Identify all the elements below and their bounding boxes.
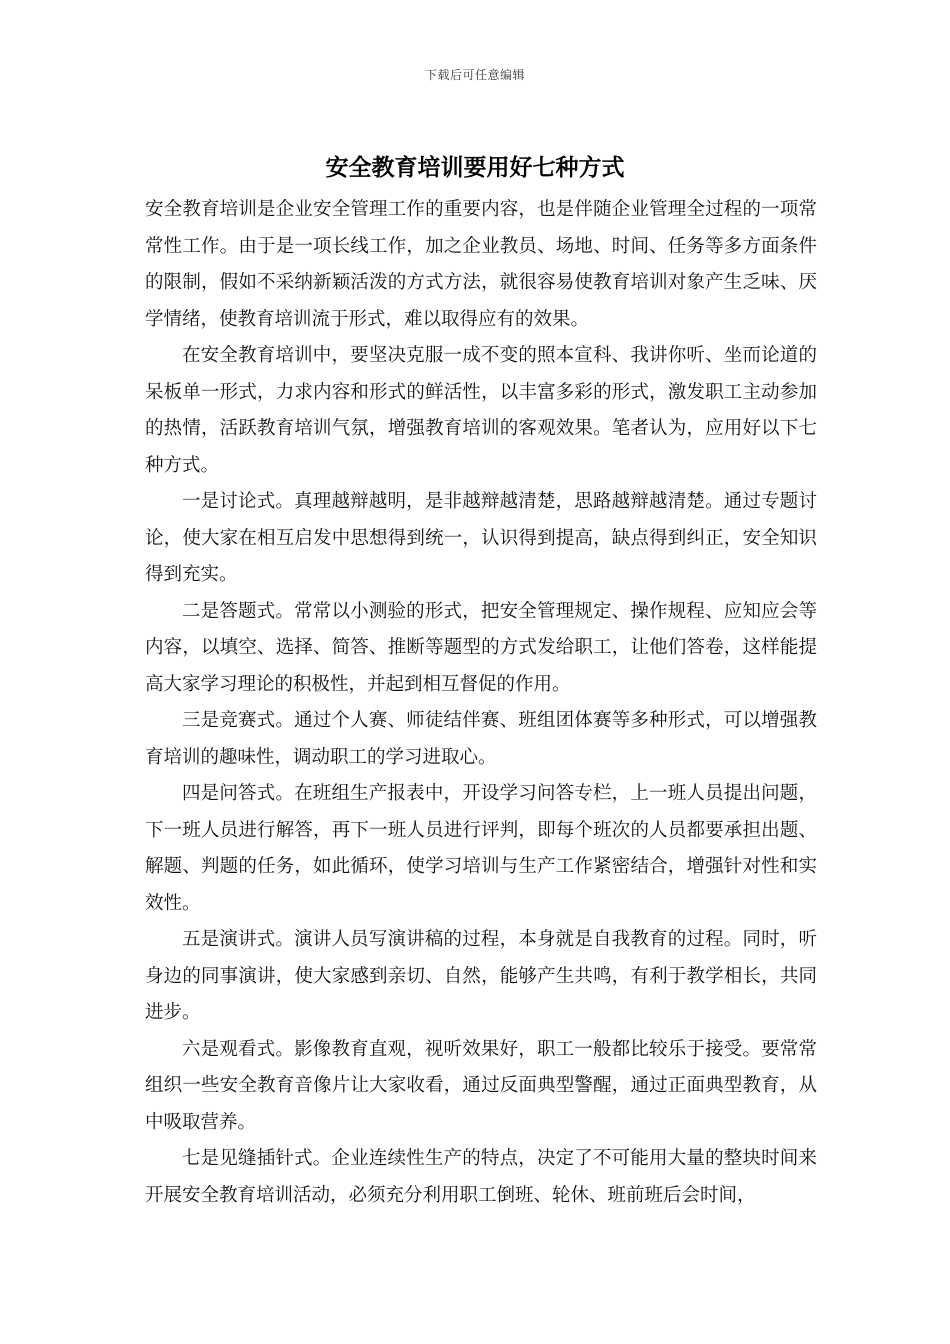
document-body: [145, 192, 817, 1214]
paragraph-method-2: 二是答题式。常常以小测验的形式，把安全管理规定、操作规程、应知应会等内容，以填空、选择、简答、推断等题型的方式发给职工，让他们答卷，这样能提高大家学习理论的积极性，并起到相互督促的作用。: [145, 600, 817, 695]
paragraph-method-5: 五是演讲式。演讲人员写演讲稿的过程，本身就是自我教育的过程。同时，听身边的同事演讲，使大家感到亲切、自然，能够产生共鸣，有利于教学相长，共同进步。: [145, 929, 817, 1023]
paragraph-intro: 安全教育培训是企业安全管理工作的重要内容，也是伴随企业管理全过程的一项常常性工作。由于是一项长线工作，加之企业教员、场地、时间、任务等多方面条件的限制，假如不采纳新颖活泼的方式方法，就很容易使教育培训对象产生乏味、厌学情绪，使教育培训流于形式，难以取得应有的效果。: [145, 199, 817, 330]
paragraph-method-1: 一是讨论式。真理越辩越明，是非越辩越清楚，思路越辩越清楚。通过专题讨论，使大家在相互启发中思想得到统一，认识得到提高，缺点得到纠正，安全知识得到充实。: [145, 491, 817, 585]
header-note: 下载后可任意编辑: [424, 68, 525, 82]
paragraph-overview: 在安全教育培训中，要坚决克服一成不变的照本宣科、我讲你听、坐而论道的呆板单一形式，力求内容和形式的鲜活性，以丰富多彩的形式，激发职工主动参加的热情，活跃教育培训气氛，增强教育培训的客观效果。笔者认为，应用好以下七种方式。: [145, 345, 817, 476]
paragraph-method-7: 七是见缝插针式。企业连续性生产的特点，决定了不可能用大量的整块时间来开展安全教育培训活动，必须充分利用职工倒班、轮休、班前班后会时间，: [145, 1148, 817, 1206]
paragraph-method-3: 三是竞赛式。通过个人赛、师徒结伴赛、班组团体赛等多种形式，可以增强教育培训的趣味性，调动职工的学习进取心。: [145, 710, 817, 768]
paragraph-method-4: 四是问答式。在班组生产报表中，开设学习问答专栏，上一班人员提出问题，下一班人员进行解答，再下一班人员进行评判，即每个班次的人员都要承担出题、解题、判题的任务，如此循环，使学习培训与生产工作紧密结合，增强针对性和实效性。: [145, 783, 817, 914]
paragraph-method-6: 六是观看式。影像教育直观，视听效果好，职工一般都比较乐于接受。要常常组织一些安全教育音像片让大家收看，通过反面典型警醒，通过正面典型教育，从中吸取营养。: [145, 1038, 817, 1133]
document-title: 安全教育培训要用好七种方式: [325, 154, 625, 181]
